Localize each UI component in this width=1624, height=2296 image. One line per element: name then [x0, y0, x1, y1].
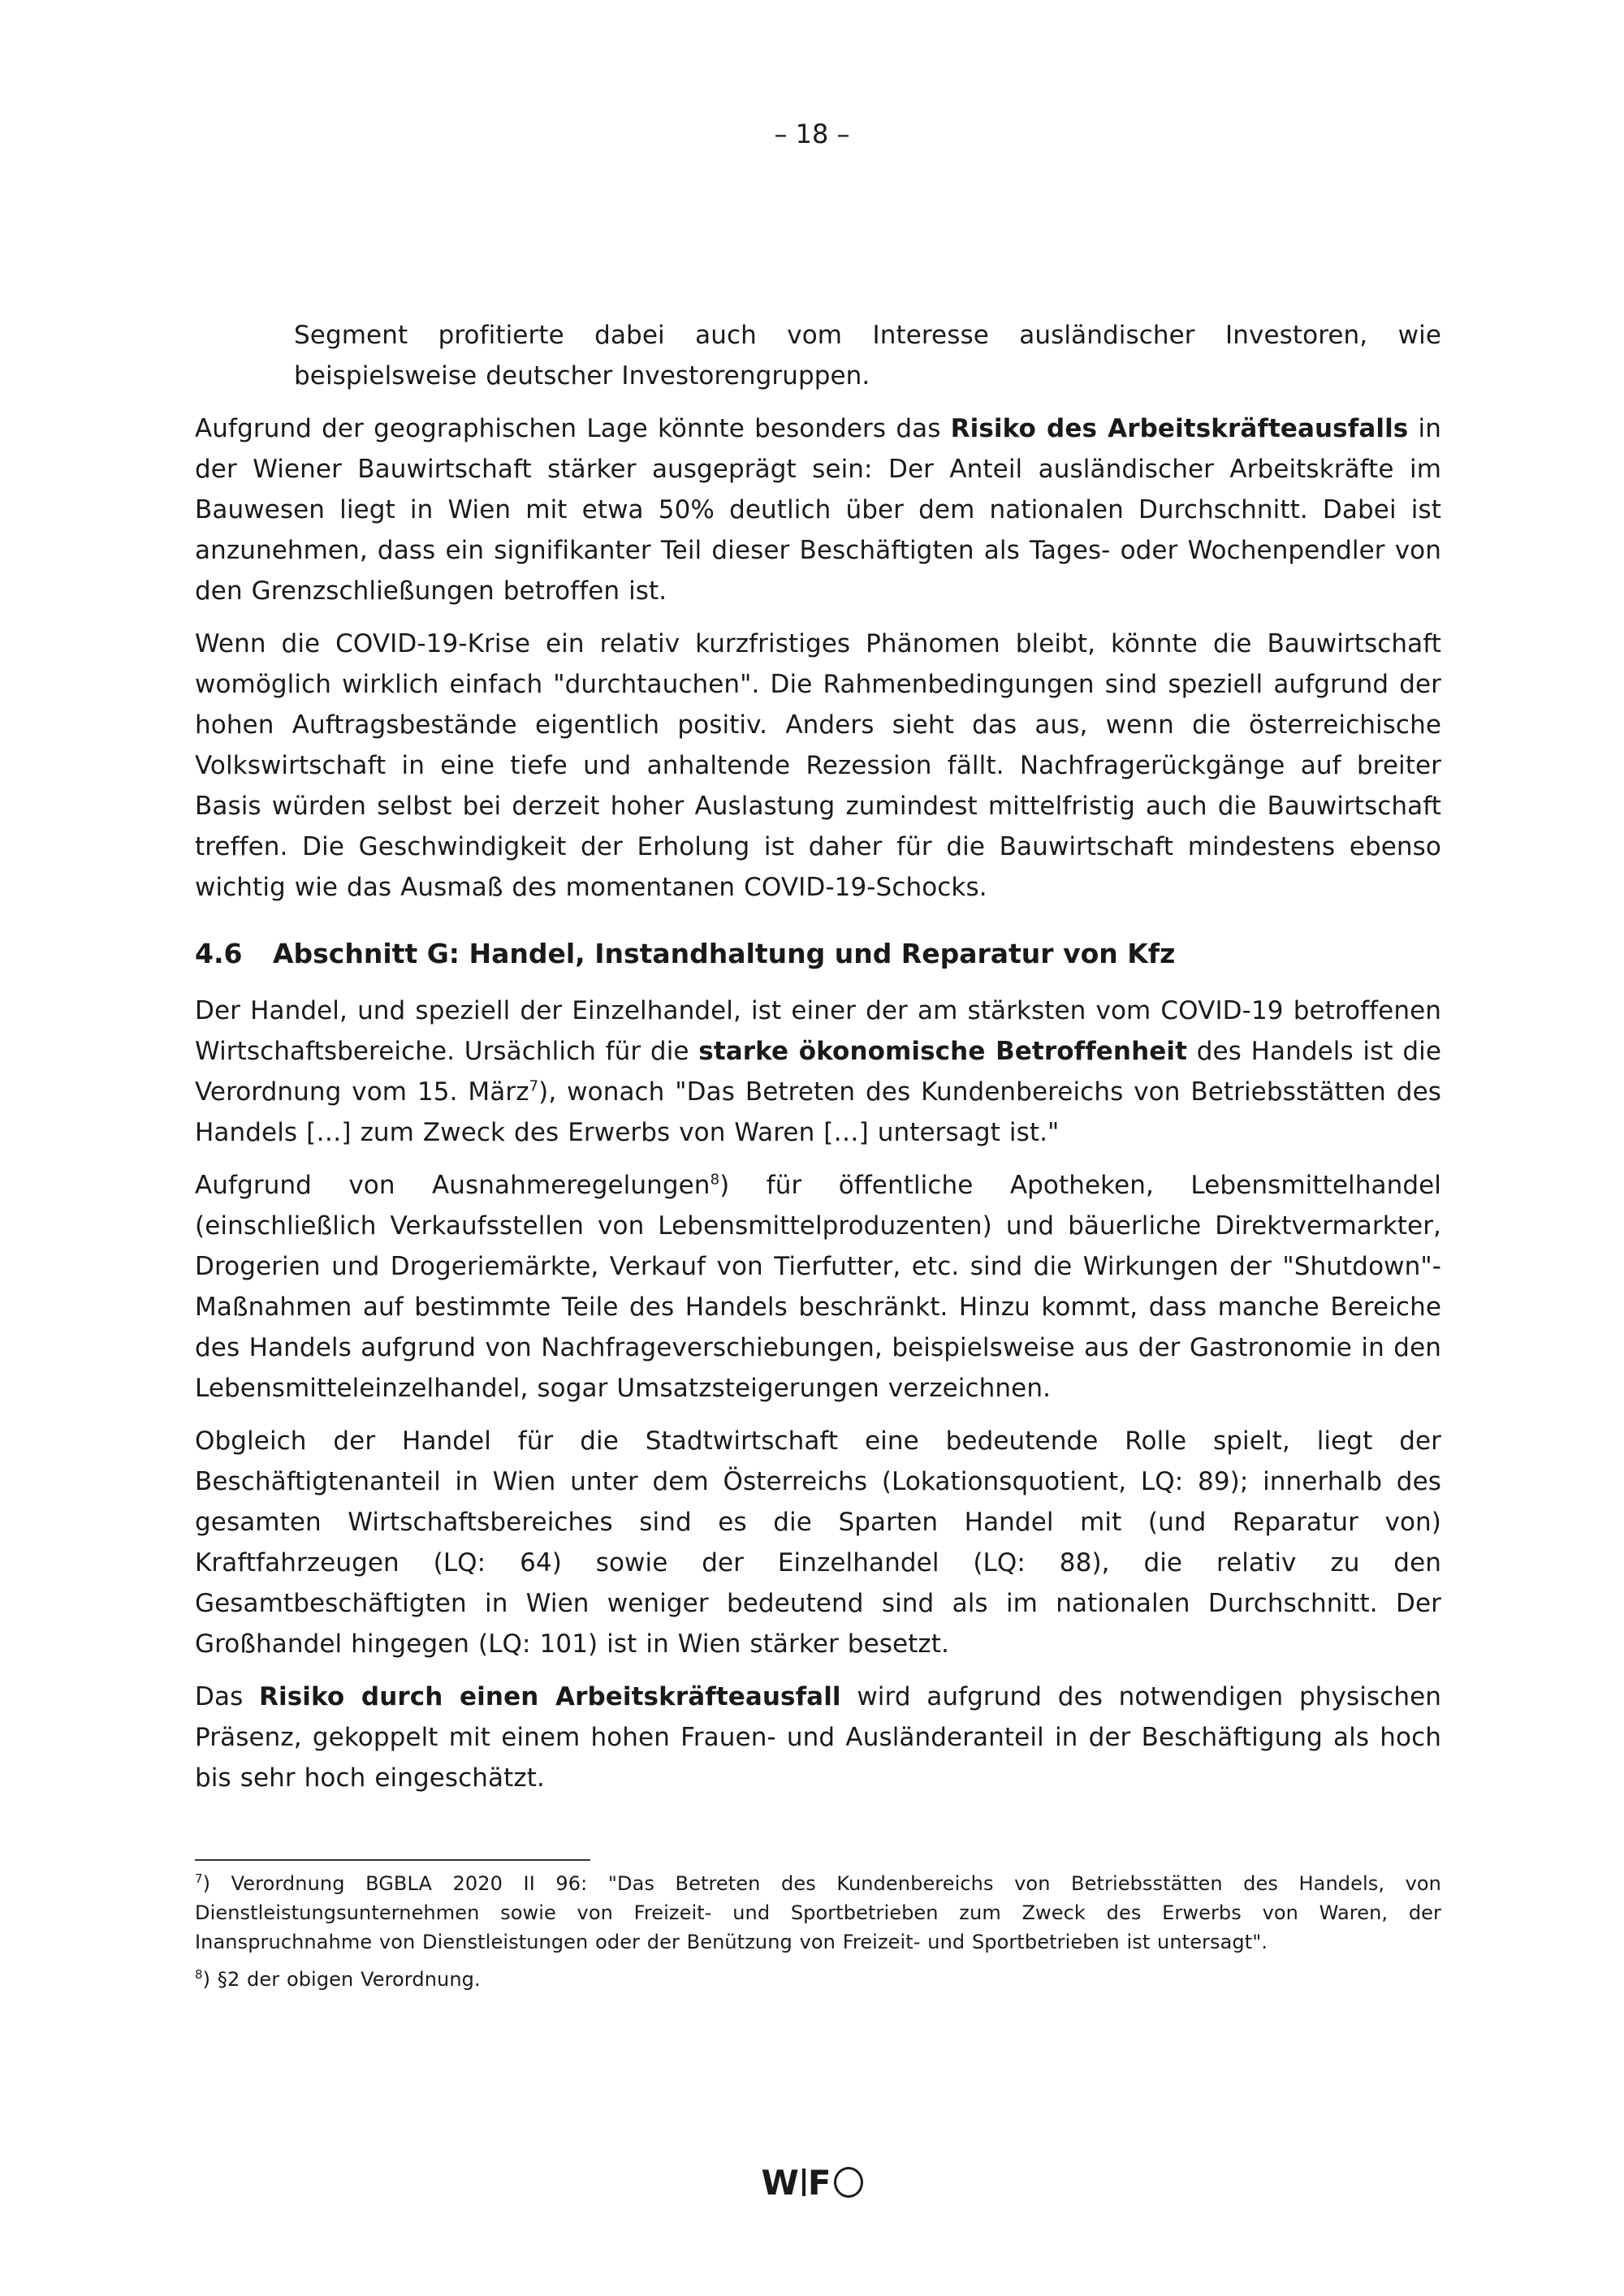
text-run: Aufgrund der geographischen Lage könnte besonders das — [195, 414, 951, 443]
text-run: ) für öffentliche Apotheken, Lebensmittelhandel (einschließlich Verkaufsstellen von Lebensmittelproduzenten) und bäuerliche Direktvermarkter, Drogerien und Drogeriemärkte, Verkauf von Tierfutter, etc. sind die Wirkungen der "Shutdown"-Maßnahmen auf bestimmte Teile des Handels beschränkt. Hinzu kommt, dass manche Bereiche des Handels aufgrund von Nachfrageverschiebungen, beispielsweise aus der Gastronomie in den Lebensmitteleinzelhandel, sogar Umsatzsteigerungen verzeichnen. — [195, 1171, 1441, 1403]
footnote-divider — [195, 1859, 590, 1861]
footnote-7 — [195, 1869, 1441, 1957]
paragraph-retail-impact — [195, 990, 1441, 1153]
text-run: in der Wiener Bauwirtschaft stärker ausgeprägt sein: Der Anteil ausländischer Arbeitskräfte im Bauwesen liegt in Wien mit etwa 50% deutlich über dem nationalen Durchschnitt. Dabei ist anzunehmen, dass ein signifikanter Teil dieser Beschäftigten als Tages- oder Wochenpendler von den Grenzschließungen betroffen ist. — [195, 414, 1442, 606]
section-number: 4.6 — [195, 938, 243, 969]
section-heading — [195, 934, 1441, 974]
footnote-ref-7[interactable]: 7 — [529, 1077, 539, 1095]
body-text — [195, 315, 1441, 1810]
paragraph-workforce-risk — [195, 408, 1441, 611]
text-run: des Handels ist die Verordnung vom 15. März — [195, 1037, 1441, 1107]
footnote-mark: 8 — [195, 1967, 203, 1982]
footnote-ref-8[interactable]: 8 — [710, 1171, 720, 1189]
footnote-text: ) Verordnung BGBLA 2020 II 96: "Das Betreten des Kundenbereichs von Betriebsstätten des Handels, von Dienstleistungsunternehmen sowie von Freizeit- und Sportbetrieben zum Zweck des Erwerbs von Waren, der Inanspruchnahme von Dienstleistungen oder der Benützung von Freizeit- und Sportbetrieben ist untersagt". — [195, 1872, 1441, 1953]
footnote-mark: 7 — [195, 1871, 203, 1886]
paragraph-covid-outlook: Wenn die COVID-19-Krise ein relativ kurzfristiges Phänomen bleibt, könnte die Bauwirtschaft womöglich wirklich einfach "durchtauchen". Die Rahmenbedingungen sind speziell aufgrund der hohen Auftragsbestände eigentlich positiv. Anders sieht das aus, wenn die österreichische Volkswirtschaft in eine tiefe und anhaltende Rezession fällt. Nachfragerückgänge auf breiter Basis würden selbst bei derzeit hoher Auslastung zumindest mittelfristig auch die Bauwirtschaft treffen. Die Geschwindigkeit der Erholung ist daher für die Bauwirtschaft mindestens ebenso wichtig wie das Ausmaß des momentanen COVID-19-Schocks. — [195, 629, 1441, 902]
text-run: Aufgrund von Ausnahmeregelungen — [195, 1171, 710, 1200]
text-run: wird aufgrund des notwendigen physischen Präsenz, gekoppelt mit einem hohen Frauen- und Ausländeranteil in der Beschäftigung als hoch bis sehr hoch eingeschätzt. — [195, 1682, 1441, 1793]
bold-term: Risiko des Arbeitskräfteausfalls — [950, 414, 1409, 443]
paragraph-exceptions — [195, 1165, 1441, 1409]
logo-letter-f: F — [807, 2163, 832, 2203]
logo-letter-w: W — [761, 2163, 800, 2203]
footnote-8 — [195, 1965, 1441, 1994]
footnotes — [195, 1869, 1441, 2002]
bold-term: Risiko durch einen Arbeitskräfteausfall — [259, 1682, 841, 1711]
paragraph-employment-share: Obgleich der Handel für die Stadtwirtschaft eine bedeutende Rolle spielt, liegt der Beschäftigtenanteil in Wien unter dem Österreichs (Lokationsquotient, LQ: 89); innerhalb des gesamten Wirtschaftsbereiches sind es die Sparten Handel mit (und Reparatur von) Kraftfahrzeugen (LQ: 64) sowie der Einzelhandel (LQ: 88), die relativ zu den Gesamtbeschäftigten in Wien weniger bedeutend sind als im nationalen Durchschnitt. Der Großhandel hingegen (LQ: 101) ist in Wien stärker besetzt. — [195, 1426, 1441, 1659]
logo-ring — [834, 2167, 863, 2198]
footnote-text: ) §2 der obigen Verordnung. — [202, 1968, 481, 1991]
paragraph-continued: Segment profitierte dabei auch vom Interesse ausländischer Investoren, wie beispielsweise deutscher Investorengruppen. — [294, 321, 1441, 391]
bold-term: starke ökonomische Betroffenheit — [698, 1037, 1188, 1066]
text-run: Das — [195, 1682, 260, 1711]
page-number: – 18 – — [774, 119, 850, 149]
text-run: Der Handel, und speziell der Einzelhandel, ist einer der am stärksten vom COVID-19 betroffenen Wirtschaftsbereiche. Ursächlich für die — [195, 996, 1441, 1066]
section-title: Abschnitt G: Handel, Instandhaltung und Reparatur von Kfz — [273, 938, 1176, 969]
wifo-logo — [0, 2163, 1624, 2203]
text-run: ), wonach "Das Betreten des Kundenbereichs von Betriebsstätten des Handels […] zum Zweck des Erwerbs von Waren […] untersagt ist." — [195, 1077, 1441, 1147]
logo-bar — [802, 2169, 806, 2196]
paragraph-retail-workforce-risk — [195, 1677, 1441, 1798]
